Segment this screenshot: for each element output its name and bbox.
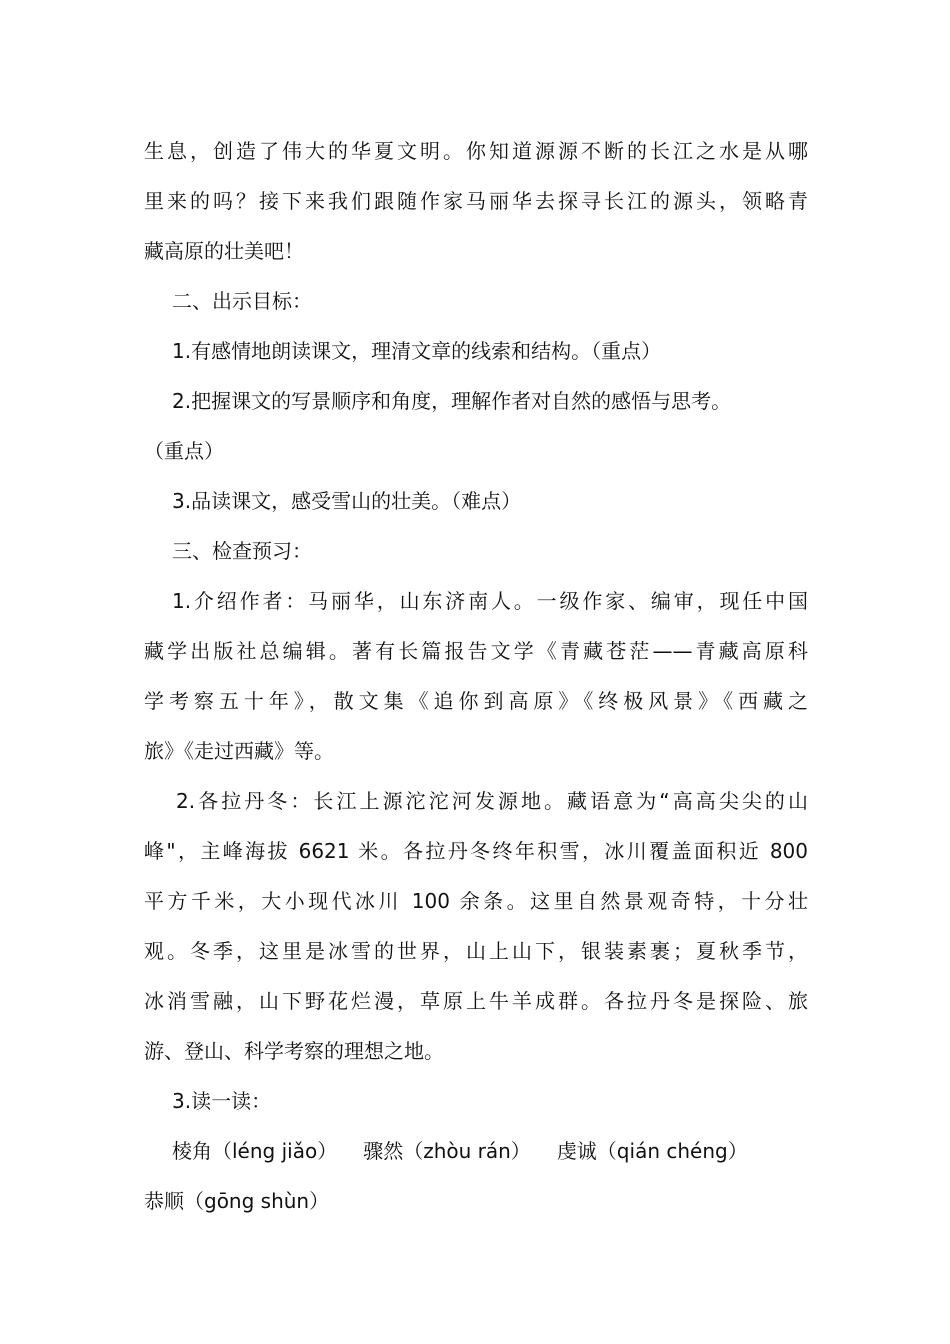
pinyin-item: 虔诚（qián chéng）	[556, 1139, 748, 1163]
paragraph-line: 平方千米，大小现代冰川 100 余条。这里自然景观奇特，十分壮	[144, 889, 808, 913]
paragraph-line: 生息，创造了伟大的华夏文明。你知道源源不断的长江之水是从哪	[144, 139, 808, 163]
paragraph-line: 峰"，主峰海拔 6621 米。各拉丹冬终年积雪，冰川覆盖面积近 800	[144, 839, 808, 863]
pinyin-row	[144, 1126, 808, 1176]
section-heading-preview: 三、检查预习：	[172, 539, 312, 563]
pinyin-item: 骤然（zhòu rán）	[363, 1139, 531, 1163]
paragraph-line: 藏高原的壮美吧！	[144, 239, 304, 263]
objective-item: 2.把握课文的写景顺序和角度，理解作者对自然的感悟与思考。	[172, 389, 732, 413]
paragraph-line: 2.各拉丹冬：长江上源沱沱河发源地。藏语意为“高高尖尖的山	[176, 789, 808, 813]
paragraph-line: 旅》《走过西藏》等。	[144, 739, 334, 763]
paragraph-line: 里来的吗？接下来我们跟随作家马丽华去探寻长江的源头，领略青	[144, 189, 808, 213]
paragraph-line: 1.介绍作者：马丽华，山东济南人。一级作家、编审，现任中国	[172, 589, 808, 613]
reading-heading: 3.读一读：	[172, 1089, 272, 1113]
paragraph-line: 学考察五十年》，散文集《追你到高原》《终极风景》《西藏之	[144, 689, 808, 713]
paragraph-line: 冰消雪融，山下野花烂漫，草原上牛羊成群。各拉丹冬是探险、旅	[144, 989, 808, 1013]
pinyin-item: 棱角（léng jiǎo）	[172, 1139, 338, 1163]
objective-item: 1.有感情地朗读课文，理清文章的线索和结构。（重点）	[172, 339, 662, 363]
objective-item-continued: （重点）	[144, 439, 224, 463]
section-heading-objectives: 二、出示目标：	[172, 289, 312, 313]
document-page	[144, 126, 808, 1226]
objective-item: 3.品读课文，感受雪山的壮美。（难点）	[172, 489, 522, 513]
paragraph-line: 游、登山、科学考察的理想之地。	[144, 1039, 444, 1063]
paragraph-line: 观。冬季，这里是冰雪的世界，山上山下，银装素裹；夏秋季节，	[144, 939, 808, 963]
pinyin-item: 恭顺（gōng shùn）	[144, 1189, 330, 1213]
paragraph-line: 藏学出版社总编辑。著有长篇报告文学《青藏苍茫——青藏高原科	[144, 639, 808, 663]
